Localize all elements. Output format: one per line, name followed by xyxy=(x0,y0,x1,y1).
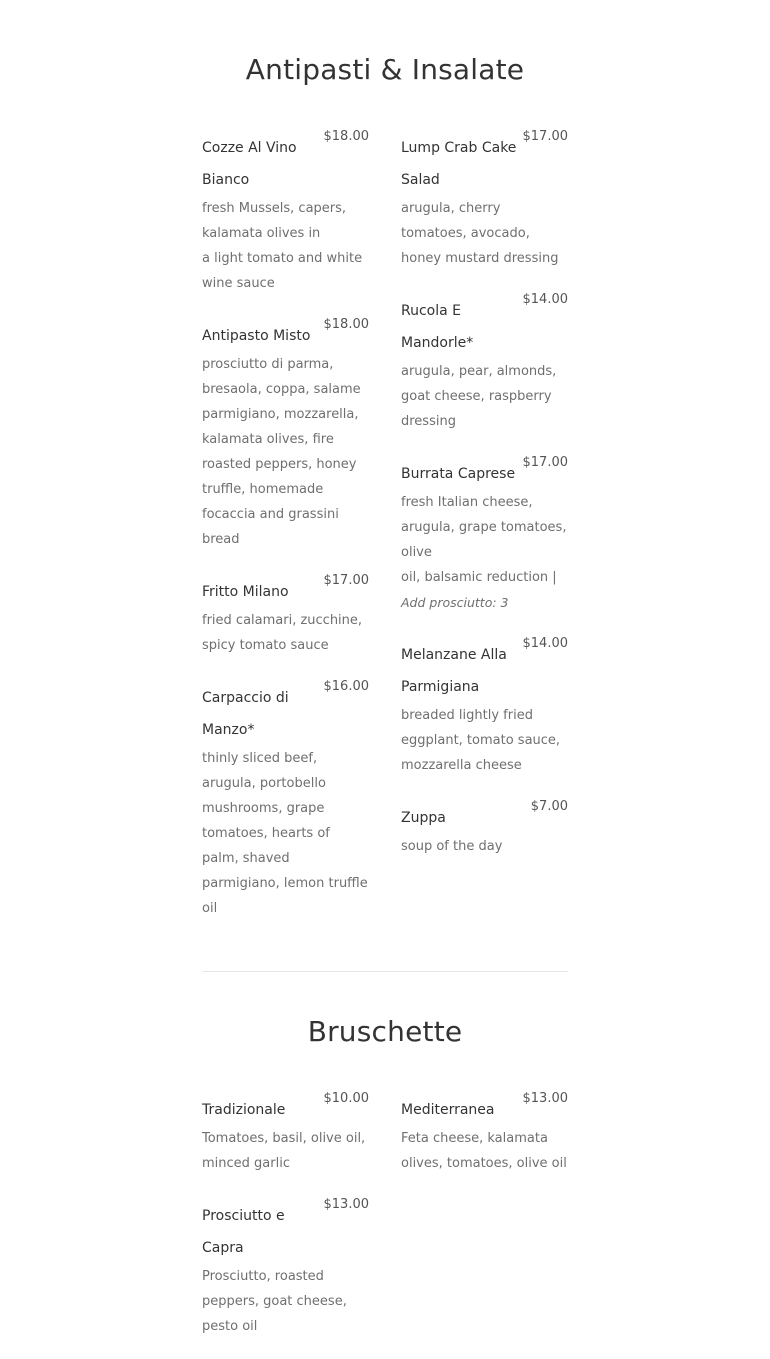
menu-item xyxy=(202,678,369,921)
menu-item xyxy=(401,291,568,434)
menu-item xyxy=(401,635,568,778)
menu-item-note: Add prosciutto: 3 xyxy=(401,595,509,610)
menu-item-header xyxy=(401,1090,568,1126)
section-divider xyxy=(202,971,568,972)
menu-item-name: Tradizionale xyxy=(202,1102,286,1118)
menu-item-header xyxy=(202,128,369,196)
menu-item xyxy=(401,1090,568,1176)
menu-item-name: Melanzane Alla Parmigiana xyxy=(401,647,507,695)
menu-item-header xyxy=(401,128,568,196)
menu-item-header xyxy=(202,316,369,352)
menu-item-header xyxy=(401,635,568,703)
menu-item-name: Zuppa xyxy=(401,810,446,826)
menu-column-left xyxy=(202,1090,369,1359)
section-title: Bruschette xyxy=(307,1015,463,1048)
menu-item-price: $10.00 xyxy=(323,1091,369,1106)
menu-item-price: $14.00 xyxy=(522,292,568,307)
menu-item-description: breaded lightly fried eggplant, tomato sauce, mozzarella cheese xyxy=(401,708,561,773)
menu-grid xyxy=(202,1090,568,1359)
menu-item-price: $16.00 xyxy=(323,679,369,694)
antipasti-section xyxy=(202,50,568,941)
menu-item-description: Tomatoes, basil, olive oil, minced garlic xyxy=(202,1131,366,1171)
menu-item-description: Feta cheese, kalamata olives, tomatoes, olive oil xyxy=(401,1131,567,1171)
menu-item-description: arugula, cherry tomatoes, avocado, honey mustard dressing xyxy=(401,201,559,266)
menu-item xyxy=(202,316,369,552)
menu-item-price: $13.00 xyxy=(522,1091,568,1106)
menu-item-description: soup of the day xyxy=(401,839,503,854)
menu-item-price: $13.00 xyxy=(323,1197,369,1212)
menu-item-name: Cozze Al Vino Bianco xyxy=(202,140,297,188)
menu-item xyxy=(401,798,568,859)
menu-item-price: $17.00 xyxy=(522,129,568,144)
menu-item xyxy=(202,572,369,658)
menu-item-header xyxy=(401,291,568,359)
section-title: Antipasti & Insalate xyxy=(245,53,525,86)
menu-item-header xyxy=(202,678,369,746)
menu-item xyxy=(202,1196,369,1339)
menu-item-price: $7.00 xyxy=(530,799,568,814)
menu-item-name: Mediterranea xyxy=(401,1102,495,1118)
menu-item-description: prosciutto di parma, bresaola, coppa, salame parmigiano, mozzarella, kalamata olives, fire roasted peppers, honey truffle, homemade focaccia and grassini bread xyxy=(202,357,361,547)
menu-page xyxy=(202,0,568,1359)
menu-item-header xyxy=(202,572,369,608)
menu-item-name: Antipasto Misto xyxy=(202,328,311,344)
menu-item xyxy=(202,128,369,296)
menu-item-name: Prosciutto e Capra xyxy=(202,1208,285,1256)
menu-item-name: Rucola E Mandorle* xyxy=(401,303,474,351)
menu-item-name: Fritto Milano xyxy=(202,584,289,600)
menu-item-price: $14.00 xyxy=(522,636,568,651)
menu-item xyxy=(401,454,568,615)
menu-item-description: fresh Italian cheese, arugula, grape tomatoes, olive oil, balsamic reduction | xyxy=(401,495,567,585)
menu-item-description: fried calamari, zucchine, spicy tomato sauce xyxy=(202,613,363,653)
menu-item-description: thinly sliced beef, arugula, portobello mushrooms, grape tomatoes, hearts of palm, shaved parmigiano, lemon truffle oil xyxy=(202,751,368,916)
menu-item-price: $18.00 xyxy=(323,129,369,144)
menu-item-name: Lump Crab Cake Salad xyxy=(401,140,517,188)
menu-item-description: Prosciutto, roasted peppers, goat cheese, pesto oil xyxy=(202,1269,347,1334)
menu-column-right xyxy=(401,1090,568,1359)
menu-grid xyxy=(202,128,568,941)
menu-item-header xyxy=(202,1196,369,1264)
menu-column-left xyxy=(202,128,369,941)
bruschette-section xyxy=(202,1012,568,1359)
menu-item-name: Carpaccio di Manzo* xyxy=(202,690,289,738)
menu-item-price: $17.00 xyxy=(323,573,369,588)
menu-item-header xyxy=(202,1090,369,1126)
menu-item xyxy=(202,1090,369,1176)
menu-item-price: $18.00 xyxy=(323,317,369,332)
menu-item-header xyxy=(401,454,568,490)
menu-item-name: Burrata Caprese xyxy=(401,466,516,482)
menu-item-description: fresh Mussels, capers, kalamata olives in a light tomato and white wine sauce xyxy=(202,201,363,291)
menu-item-header xyxy=(401,798,568,834)
menu-item xyxy=(401,128,568,271)
menu-column-right xyxy=(401,128,568,941)
menu-item-price: $17.00 xyxy=(522,455,568,470)
menu-item-description: arugula, pear, almonds, goat cheese, raspberry dressing xyxy=(401,364,557,429)
